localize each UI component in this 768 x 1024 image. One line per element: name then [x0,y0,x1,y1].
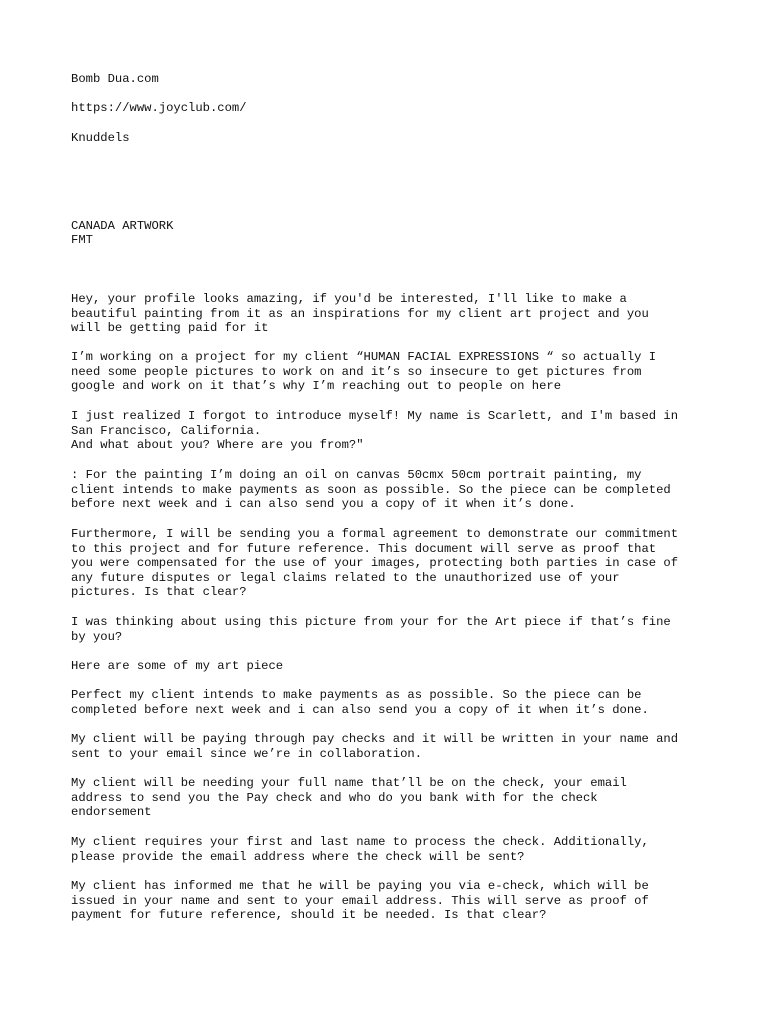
paragraph-project: I’m working on a project for my client “HUMAN FACIAL EXPRESSIONS “ so actually I need some people pictures to work on and it’s so insecure to get pictures from google and work on it that’s why I’m reaching out to people on here [71,350,657,394]
paragraph-painting: : For the painting I’m doing an oil on canvas 50cmx 50cm portrait painting, my client intends to make payments as soon as possible. So the piece can be completed before next week and i can also send you a copy of it when it’s done. [71,468,671,512]
paragraph-introduction: I just realized I forgot to introduce myself! My name is Scarlett, and I'm based in San Francisco, California. And what about you? Where are you from?" [71,409,679,453]
paragraph-payment: Perfect my client intends to make payments as as possible. So the piece can be completed before next week and i can also send you a copy of it when it’s done. [71,688,649,717]
label-fmt: FMT [71,233,93,247]
paragraph-agreement: Furthermore, I will be sending you a formal agreement to demonstrate our commitment to this project and for future reference. This document will serve as proof that you were compensated for the use of your images, protecting both parties in case of any future disputes or legal claims related to the unauthorized use of your pictures. Is that clear? [71,527,679,600]
paragraph-paychecks: My client will be paying through pay checks and it will be written in your name and sent to your email since we’re in collaboration. [71,732,679,761]
header-line-site: Bomb Dua.com [71,72,159,86]
label-canada-artwork: CANADA ARTWORK [71,219,174,233]
paragraph-first-last-name: My client requires your first and last name to process the check. Additionally, please provide the email address where the check will be sent? [71,835,649,864]
header-line-knuddels: Knuddels [71,131,130,145]
paragraph-intro: Hey, your profile looks amazing, if you'd be interested, I'll like to make a beautiful painting from it as an inspirations for my client art project and you will be getting paid for it [71,292,649,336]
paragraph-full-name: My client will be needing your full name that’ll be on the check, your email address to send you the Pay check and who do you bank with for the check endorsement [71,776,627,820]
paragraph-e-check: My client has informed me that he will be paying you via e-check, which will be issued in your name and sent to your email address. This will serve as proof of payment for future reference, should it be needed. Is that clear? [71,879,649,923]
header-line-url: https://www.joyclub.com/ [71,101,247,115]
paragraph-art-piece: Here are some of my art piece [71,659,284,673]
paragraph-picture: I was thinking about using this picture from your for the Art piece if that’s fine by you? [71,615,671,644]
